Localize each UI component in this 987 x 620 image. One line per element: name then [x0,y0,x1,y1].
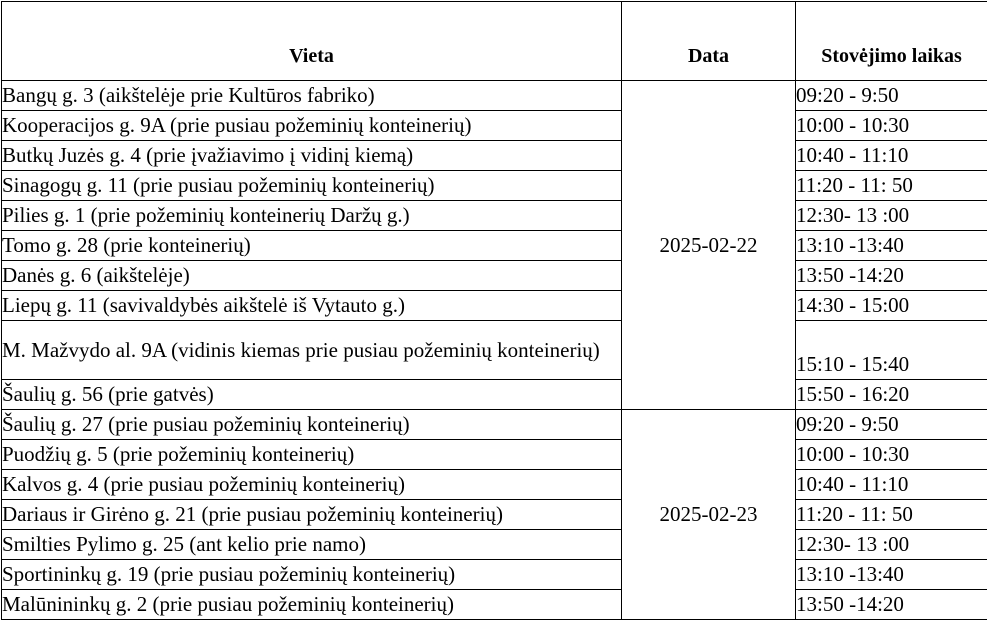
date-cell: 2025-02-22 [622,81,796,410]
table-row [2,590,987,620]
time-cell: 15:10 - 15:40 [796,321,987,380]
place-cell: Pilies g. 1 (prie požeminių konteinerių Daržų g.) [2,201,622,231]
table-row [2,231,987,261]
time-cell: 10:40 - 11:10 [796,470,987,500]
time-cell: 10:00 - 10:30 [796,440,987,470]
table-row [2,201,987,231]
place-cell: Kalvos g. 4 (prie pusiau požeminių konteinerių) [2,470,622,500]
time-cell: 12:30- 13 :00 [796,201,987,231]
time-cell: 13:50 -14:20 [796,590,987,620]
time-cell: 11:20 - 11: 50 [796,171,987,201]
place-cell: Sportininkų g. 19 (prie pusiau požeminių konteinerių) [2,560,622,590]
time-cell: 09:20 - 9:50 [796,410,987,440]
place-cell: Bangų g. 3 (aikštelėje prie Kultūros fabriko) [2,81,622,111]
place-cell: Šaulių g. 56 (prie gatvės) [2,380,622,410]
table-row [2,111,987,141]
header-row [2,2,987,81]
table-row [2,440,987,470]
time-cell: 11:20 - 11: 50 [796,500,987,530]
place-cell: Danės g. 6 (aikštelėje) [2,261,622,291]
place-cell: Kooperacijos g. 9A (prie pusiau požeminių konteinerių) [2,111,622,141]
time-cell: 10:00 - 10:30 [796,111,987,141]
place-cell: Smilties Pylimo g. 25 (ant kelio prie namo) [2,530,622,560]
table-row [2,81,987,111]
place-cell: Liepų g. 11 (savivaldybės aikštelė iš Vytauto g.) [2,291,622,321]
column-header-time: Stovėjimo laikas [796,2,987,81]
table-row [2,470,987,500]
place-cell: M. Mažvydo al. 9A (vidinis kiemas prie pusiau požeminių konteinerių) [2,321,622,380]
table-row [2,380,987,410]
table-row [2,410,987,440]
place-cell: Šaulių g. 27 (prie pusiau požeminių konteinerių) [2,410,622,440]
table-row [2,141,987,171]
table-row [2,171,987,201]
table-header [2,2,987,81]
column-header-date: Data [622,2,796,81]
time-cell: 14:30 - 15:00 [796,291,987,321]
time-cell: 12:30- 13 :00 [796,530,987,560]
place-cell: Tomo g. 28 (prie konteinerių) [2,231,622,261]
schedule-table [1,1,987,620]
place-cell: Butkų Juzės g. 4 (prie įvažiavimo į vidinį kiemą) [2,141,622,171]
place-cell: Puodžių g. 5 (prie požeminių konteinerių) [2,440,622,470]
time-cell: 13:50 -14:20 [796,261,987,291]
time-cell: 09:20 - 9:50 [796,81,987,111]
table-row [2,500,987,530]
place-cell: Dariaus ir Girėno g. 21 (prie pusiau požeminių konteinerių) [2,500,622,530]
table-row [2,291,987,321]
place-cell: Sinagogų g. 11 (prie pusiau požeminių konteinerių) [2,171,622,201]
table-row [2,261,987,291]
time-cell: 10:40 - 11:10 [796,141,987,171]
date-cell: 2025-02-23 [622,410,796,620]
time-cell: 13:10 -13:40 [796,560,987,590]
column-header-place: Vieta [2,2,622,81]
time-cell: 15:50 - 16:20 [796,380,987,410]
place-cell: Malūnininkų g. 2 (prie pusiau požeminių konteinerių) [2,590,622,620]
table-row [2,560,987,590]
time-cell: 13:10 -13:40 [796,231,987,261]
table-row [2,530,987,560]
table-row [2,321,987,380]
table-body [2,81,987,620]
